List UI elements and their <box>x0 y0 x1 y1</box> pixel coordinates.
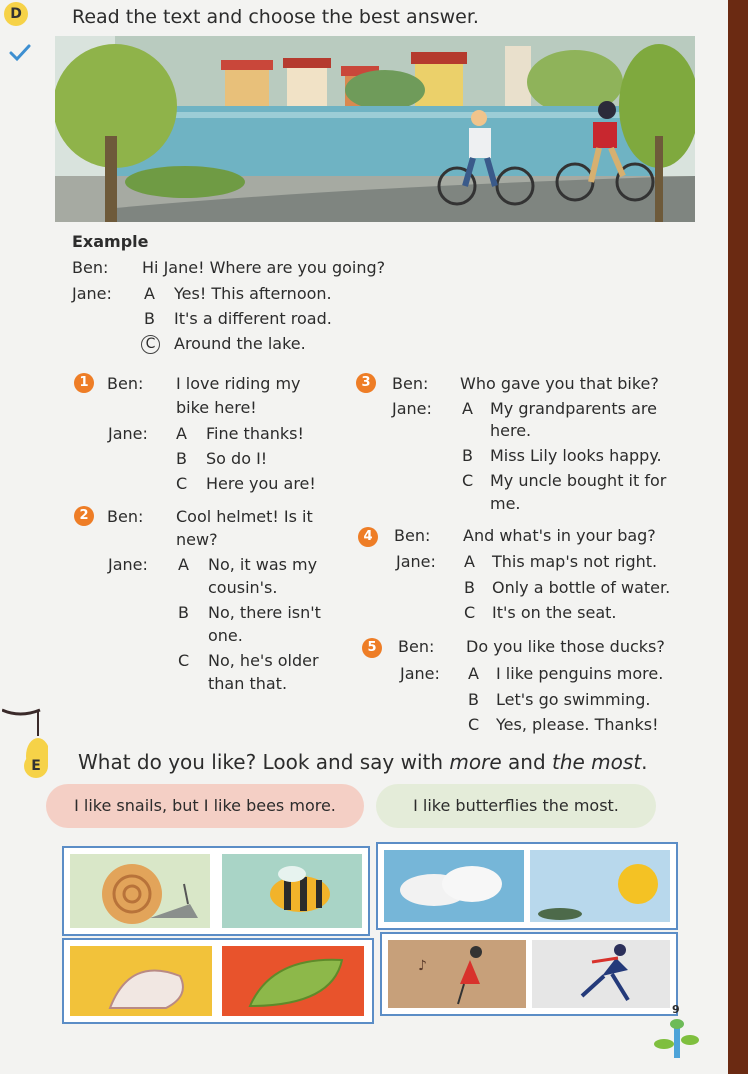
snail-picture <box>70 854 210 928</box>
q2-option-text: No, he's older <box>208 651 319 670</box>
speech-bubble-left: I like snails, but I like bees more. <box>46 784 364 828</box>
q2-option-letter[interactable]: C <box>178 651 190 670</box>
snail-icon <box>70 854 210 928</box>
question-number-badge: 3 <box>356 373 376 393</box>
q3-option-letter[interactable]: A <box>462 399 473 418</box>
q5-speaker: Ben: <box>398 637 435 656</box>
q2-speaker: Ben: <box>107 507 144 526</box>
q1-option-letter[interactable]: A <box>176 424 187 443</box>
cloud-icon <box>384 850 524 922</box>
q3-option-letter[interactable]: C <box>462 471 474 490</box>
question-number-badge: 4 <box>358 527 378 547</box>
running-picture <box>532 940 670 1008</box>
q1-option-letter[interactable]: B <box>176 449 187 468</box>
q5-option-text: I like penguins more. <box>496 664 664 683</box>
bee-picture <box>222 854 362 928</box>
dancing-girl-icon <box>388 940 526 1008</box>
q2-option-text: No, there isn't <box>208 603 321 622</box>
q4-speaker: Ben: <box>394 526 431 545</box>
q3-question: Who gave you that bike? <box>460 374 659 393</box>
q4-option-letter[interactable]: C <box>464 603 476 622</box>
q3-option-text: me. <box>490 494 521 513</box>
q2-question: Cool helmet! Is it <box>176 507 313 526</box>
cloud-picture <box>384 850 524 922</box>
q1-question: bike here! <box>176 398 257 417</box>
picture-frame-snail-bee <box>62 846 370 936</box>
q1-option-text: Here you are! <box>206 474 316 493</box>
q2-option-text: one. <box>208 626 243 645</box>
bee-icon <box>222 854 362 928</box>
q1-answer-speaker: Jane: <box>108 424 148 443</box>
speech-bubble-right: I like butterflies the most. <box>376 784 656 828</box>
example-option-letter: B <box>144 309 155 328</box>
q2-option-text: cousin's. <box>208 578 278 597</box>
q4-option-text: It's on the seat. <box>492 603 617 622</box>
dancing-picture <box>388 940 526 1008</box>
shell-icon <box>70 946 212 1016</box>
q4-option-text: This map's not right. <box>492 552 658 571</box>
q1-option-letter[interactable]: C <box>176 474 188 493</box>
picture-frame-cloud-sun <box>376 842 678 930</box>
q2-option-letter[interactable]: A <box>178 555 189 574</box>
q3-option-text: Miss Lily looks happy. <box>490 446 662 465</box>
q1-speaker: Ben: <box>107 374 144 393</box>
q3-option-text: My grandparents are <box>490 399 657 418</box>
q5-answer-speaker: Jane: <box>400 664 440 683</box>
q2-option-text: than that. <box>208 674 288 693</box>
q4-answer-speaker: Jane: <box>396 552 436 571</box>
example-option-letter: A <box>144 284 155 303</box>
picture-frame-dance-run <box>380 932 678 1016</box>
q4-option-letter[interactable]: A <box>464 552 475 571</box>
section-d-badge: D <box>4 2 28 26</box>
example-circled-answer <box>141 333 160 354</box>
section-d-instruction: Read the text and choose the best answer. <box>72 6 479 28</box>
shell-picture <box>70 946 212 1016</box>
section-e-instruction: What do you like? Look and say with more and the most. <box>78 750 648 774</box>
q3-option-text: here. <box>490 421 532 440</box>
question-number-badge: 1 <box>74 373 94 393</box>
q2-question: new? <box>176 530 218 549</box>
page-number: 9 <box>672 1003 680 1016</box>
q4-option-letter[interactable]: B <box>464 578 475 597</box>
section-e-badge: E <box>24 754 48 778</box>
flower-decoration-icon <box>654 1018 700 1058</box>
q1-question: I love riding my <box>176 374 301 393</box>
example-option-text: Around the lake. <box>174 334 306 353</box>
lake-cycling-illustration <box>55 36 695 222</box>
q3-answer-speaker: Jane: <box>392 399 432 418</box>
picture-frame-shell-leaf <box>62 938 374 1024</box>
q2-option-text: No, it was my <box>208 555 318 574</box>
q5-option-text: Yes, please. Thanks! <box>496 715 659 734</box>
example-heading: Example <box>72 232 149 251</box>
example-question: Hi Jane! Where are you going? <box>142 258 386 277</box>
sun-icon <box>530 850 670 922</box>
q5-option-text: Let's go swimming. <box>496 690 651 709</box>
leaf-picture <box>222 946 364 1016</box>
svg-text:♪: ♪ <box>418 958 427 974</box>
leaf-icon <box>222 946 364 1016</box>
q2-option-letter[interactable]: B <box>178 603 189 622</box>
example-q-speaker: Ben: <box>72 258 109 277</box>
example-a-speaker: Jane: <box>72 284 112 303</box>
q5-question: Do you like those ducks? <box>466 637 665 656</box>
checkmark-icon <box>8 44 32 62</box>
q1-option-text: Fine thanks! <box>206 424 304 443</box>
q4-option-text: Only a bottle of water. <box>492 578 671 597</box>
example-option-text: Yes! This afternoon. <box>174 284 332 303</box>
question-number-badge: 5 <box>362 638 382 658</box>
q3-speaker: Ben: <box>392 374 429 393</box>
q5-option-letter[interactable]: A <box>468 664 479 683</box>
q5-option-letter[interactable]: C <box>468 715 480 734</box>
example-option-text: It's a different road. <box>174 309 332 328</box>
running-boy-icon <box>532 940 670 1008</box>
q2-answer-speaker: Jane: <box>108 555 148 574</box>
q3-option-letter[interactable]: B <box>462 446 473 465</box>
sun-picture <box>530 850 670 922</box>
q5-option-letter[interactable]: B <box>468 690 479 709</box>
question-number-badge: 2 <box>74 506 94 526</box>
q4-question: And what's in your bag? <box>463 526 656 545</box>
q3-option-text: My uncle bought it for <box>490 471 667 490</box>
q1-option-text: So do I! <box>206 449 268 468</box>
circled-letter: C <box>141 335 160 354</box>
